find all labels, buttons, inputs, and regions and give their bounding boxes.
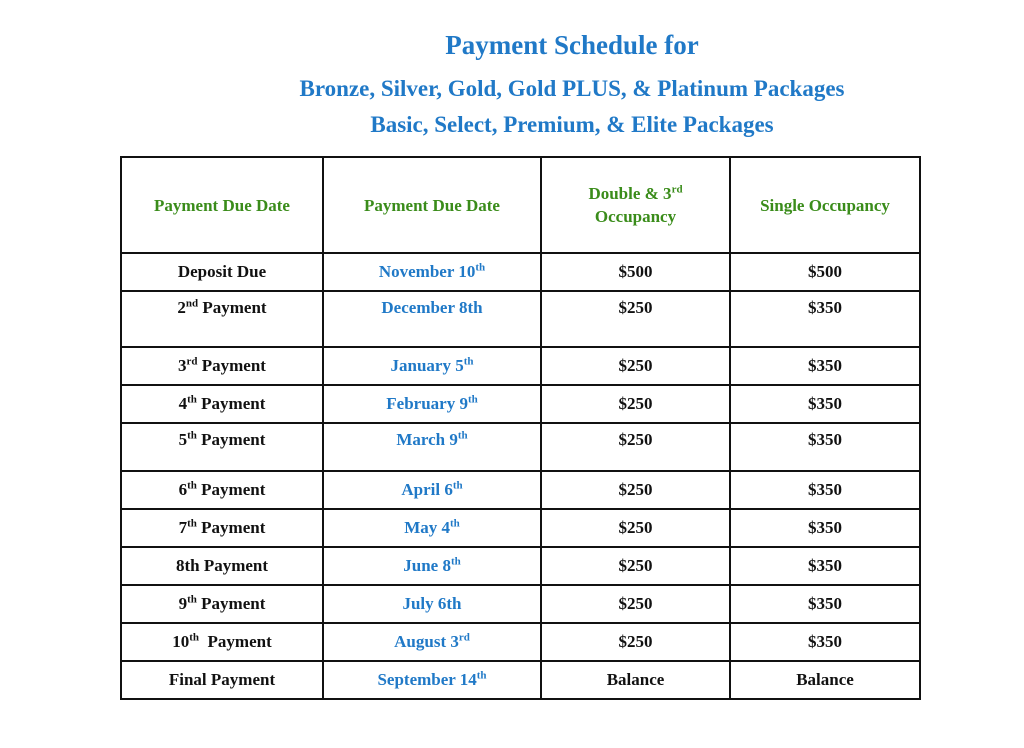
row-single-amount: $350 [730, 585, 920, 623]
row-double-amount: $250 [541, 509, 730, 547]
column-header-due-date-2: Payment Due Date [323, 157, 541, 253]
row-label: Deposit Due [121, 253, 323, 291]
payment-schedule-table [120, 156, 921, 700]
row-label: 2nd Payment [121, 291, 323, 347]
row-due-date: June 8th [323, 547, 541, 585]
row-label: 3rd Payment [121, 347, 323, 385]
table-row [121, 291, 920, 347]
row-label: 9th Payment [121, 585, 323, 623]
row-single-amount: $350 [730, 385, 920, 423]
row-single-amount: Balance [730, 661, 920, 699]
table-row [121, 585, 920, 623]
row-double-amount: $250 [541, 423, 730, 471]
row-double-amount: $250 [541, 585, 730, 623]
row-label: 6th Payment [121, 471, 323, 509]
column-header-due-date-1: Payment Due Date [121, 157, 323, 253]
row-double-amount: $250 [541, 547, 730, 585]
row-due-date: May 4th [323, 509, 541, 547]
table-row [121, 347, 920, 385]
column-header-double-occupancy: Double & 3rd Occupancy [541, 157, 730, 253]
row-label: Final Payment [121, 661, 323, 699]
row-single-amount: $350 [730, 509, 920, 547]
row-label: 10th Payment [121, 623, 323, 661]
table-row [121, 661, 920, 699]
page-subtitle-packages-tier: Basic, Select, Premium, & Elite Packages [370, 112, 774, 137]
row-due-date: September 14th [323, 661, 541, 699]
row-due-date: July 6th [323, 585, 541, 623]
column-header-single-occupancy: Single Occupancy [730, 157, 920, 253]
row-double-amount: $250 [541, 347, 730, 385]
row-double-amount: $250 [541, 385, 730, 423]
row-double-amount: $250 [541, 623, 730, 661]
table-row [121, 253, 920, 291]
row-due-date: February 9th [323, 385, 541, 423]
row-single-amount: $350 [730, 291, 920, 347]
row-single-amount: $350 [730, 547, 920, 585]
table-header-row [121, 157, 920, 253]
table-row [121, 547, 920, 585]
row-due-date: April 6th [323, 471, 541, 509]
row-single-amount: $500 [730, 253, 920, 291]
row-label: 5th Payment [121, 423, 323, 471]
row-due-date: March 9th [323, 423, 541, 471]
row-double-amount: Balance [541, 661, 730, 699]
row-due-date: November 10th [323, 253, 541, 291]
table-row [121, 623, 920, 661]
row-double-amount: $250 [541, 291, 730, 347]
row-label: 4th Payment [121, 385, 323, 423]
row-double-amount: $500 [541, 253, 730, 291]
row-single-amount: $350 [730, 623, 920, 661]
row-label: 8th Payment [121, 547, 323, 585]
table-row [121, 385, 920, 423]
table-row [121, 471, 920, 509]
row-single-amount: $350 [730, 347, 920, 385]
row-single-amount: $350 [730, 423, 920, 471]
row-due-date: August 3rd [323, 623, 541, 661]
table-row [121, 509, 920, 547]
page-title: Payment Schedule for [445, 30, 699, 60]
row-label: 7th Payment [121, 509, 323, 547]
page-subtitle-packages-metal: Bronze, Silver, Gold, Gold PLUS, & Platinum Packages [299, 76, 845, 101]
table-row [121, 423, 920, 471]
row-due-date: December 8th [323, 291, 541, 347]
row-single-amount: $350 [730, 471, 920, 509]
row-double-amount: $250 [541, 471, 730, 509]
row-due-date: January 5th [323, 347, 541, 385]
